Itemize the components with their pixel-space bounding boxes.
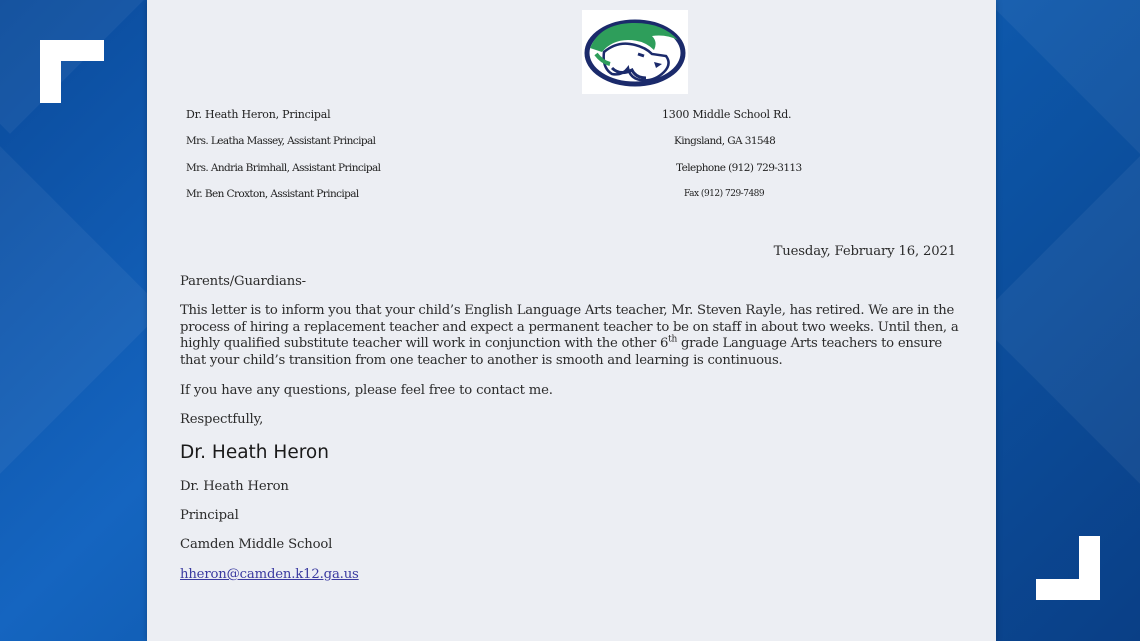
- signer-name: Dr. Heath Heron: [180, 479, 289, 494]
- signer-title: Principal: [180, 508, 239, 523]
- letter-body-part2: grade Language Arts teachers to ensure that your child’s transition from one teacher to another is smooth and learning is continuous.: [180, 336, 942, 368]
- letter-body-superscript: th: [668, 334, 678, 345]
- salutation: Parents/Guardians-: [180, 274, 306, 289]
- email-link[interactable]: hheron@camden.k12.ga.us: [180, 567, 359, 582]
- questions-line: If you have any questions, please feel free to contact me.: [180, 383, 553, 398]
- cougar-logo-icon: [582, 10, 688, 94]
- header-assistant-principal-2: Mrs. Andria Brimhall, Assistant Principal: [186, 162, 381, 174]
- school-logo: [582, 10, 688, 94]
- letter-body: [180, 303, 970, 369]
- header-fax: Fax (912) 729-7489: [684, 189, 765, 199]
- header-city: Kingsland, GA 31548: [674, 135, 776, 147]
- background-diamond: [976, 136, 1140, 504]
- letter-page: [147, 0, 996, 641]
- closing: Respectfully,: [180, 412, 264, 427]
- header-assistant-principal-1: Mrs. Leatha Massey, Assistant Principal: [186, 135, 376, 147]
- letter-date: Tuesday, February 16, 2021: [773, 244, 956, 259]
- header-telephone: Telephone (912) 729-3113: [676, 162, 802, 174]
- letter-body-part1: This letter is to inform you that your child’s English Language Arts teacher, Mr. Steven Rayle, has retired. We are in the process of hiring a replacement teacher and expect a permanent teacher to be on staff in about two weeks. Until then, a highly qualified substitute teacher will work in conjunction with the other 6: [180, 303, 959, 351]
- header-assistant-principal-3: Mr. Ben Croxton, Assistant Principal: [186, 188, 359, 200]
- signature: Dr. Heath Heron: [180, 442, 329, 463]
- header-principal: Dr. Heath Heron, Principal: [186, 108, 331, 121]
- background-diamond: [0, 126, 164, 494]
- header-address: 1300 Middle School Rd.: [662, 108, 792, 121]
- school-name: Camden Middle School: [180, 537, 333, 552]
